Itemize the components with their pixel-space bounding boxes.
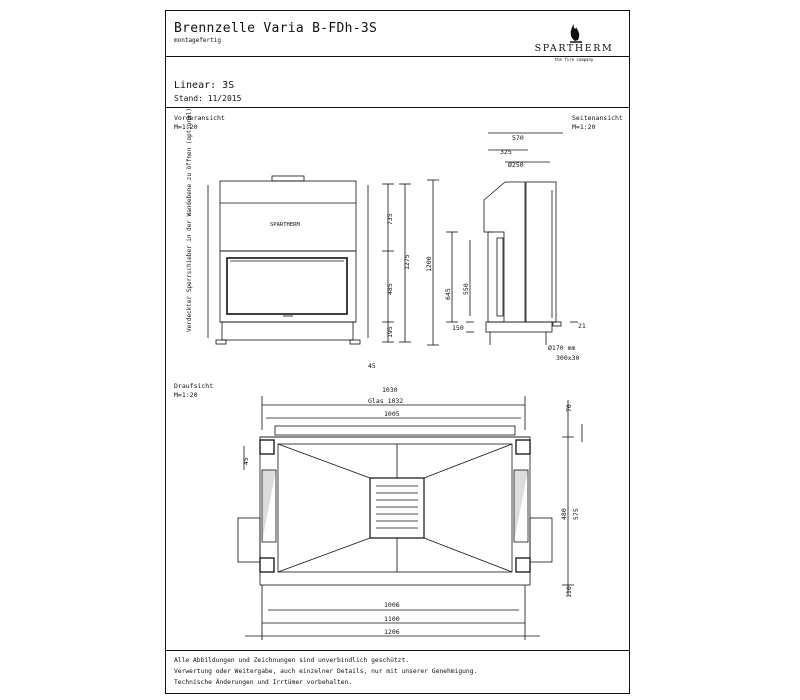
top-view-label: Draufsicht xyxy=(174,382,214,390)
dim-top-1005: 1005 xyxy=(384,410,400,418)
dim-top-1032: Glas 1032 xyxy=(368,397,404,405)
dim-front-1275: 1275 xyxy=(403,254,411,270)
dim-front-485: 485 xyxy=(386,283,394,295)
dim-side-170: Ø170 mm xyxy=(548,344,576,352)
drawing-subtitle: montagefertig xyxy=(174,37,221,44)
dim-top-1100: 1100 xyxy=(384,615,400,623)
dim-side-21: 21 xyxy=(578,322,586,330)
dim-top-1206: 1206 xyxy=(384,628,400,636)
front-view xyxy=(208,176,368,344)
dim-side-645: 645 xyxy=(444,288,452,300)
front-view-label: Vorderansicht xyxy=(174,114,225,122)
dim-side-325: 325 xyxy=(500,148,512,156)
footer-line-1: Alle Abbildungen und Zeichnungen sind unverbindlich geschützt. xyxy=(174,657,410,664)
side-view-label: Seitenansicht xyxy=(572,114,623,122)
dim-top-575: 575 xyxy=(572,508,580,520)
dim-side-300: 300x30 xyxy=(556,354,580,362)
footer-line-3: Technische Änderungen und Irrtümer vorbehalten. xyxy=(174,679,353,686)
dim-top-1006: 1006 xyxy=(384,601,400,609)
dim-front-45: 45 xyxy=(368,362,376,370)
side-dimensions xyxy=(427,180,578,345)
door-brand-text: SPARTHERM xyxy=(270,222,300,228)
version-label: Linear: 3S xyxy=(174,80,235,91)
dim-top-70: 70 xyxy=(565,404,573,412)
top-view-scale: M=1:20 xyxy=(174,391,198,399)
dim-top-1030: 1030 xyxy=(382,386,398,394)
dim-side-570: 570 xyxy=(512,134,524,142)
dim-side-250: Ø250 xyxy=(508,161,524,169)
dim-front-195: 195 xyxy=(386,326,394,338)
dim-side-150: 150 xyxy=(452,324,464,332)
dim-top-45: 45 xyxy=(242,457,250,465)
drawing-title: Brennzelle Varia B-FDh-3S xyxy=(174,21,378,36)
side-view-scale: M=1:20 xyxy=(572,123,596,131)
dim-top-110: 110 xyxy=(565,586,573,598)
front-view-scale: M=1:20 xyxy=(174,123,198,131)
dim-side-550: 550 xyxy=(462,283,470,295)
brand-tagline: the fire company xyxy=(554,57,594,62)
top-view xyxy=(238,396,582,640)
dim-top-480: 480 xyxy=(560,508,568,520)
side-note: Verdeckter Sperrschieber in der Wandebene zu öffnen (optional) xyxy=(186,108,193,332)
date-label: Stand: 11/2015 xyxy=(174,94,242,103)
dim-side-1200: 1200 xyxy=(425,256,433,272)
brand-name: SPARTHERM xyxy=(534,43,614,54)
footer-line-2: Verwertung oder Weitergabe, auch einzelner Details, nur mit unserer Genehmigung. xyxy=(174,668,478,675)
dim-front-735: 735 xyxy=(386,213,394,225)
